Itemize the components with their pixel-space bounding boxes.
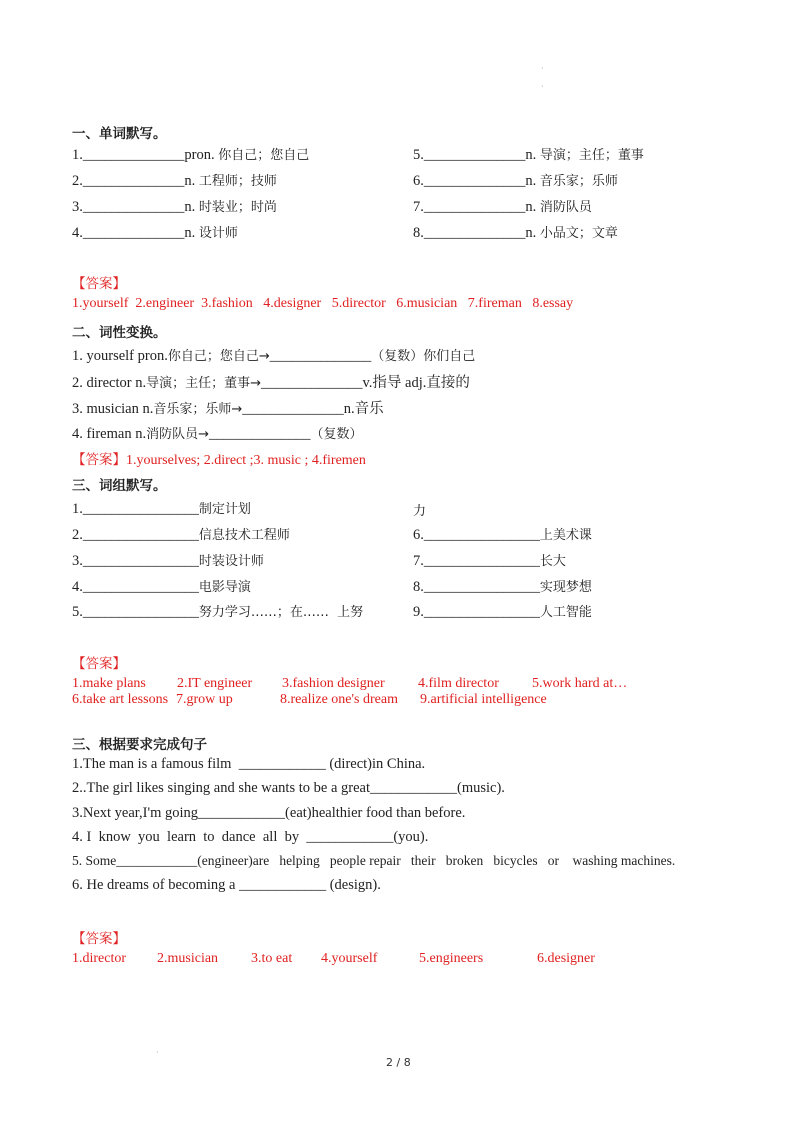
phrase-item: 4.________________电影导演 bbox=[72, 579, 251, 595]
answer-text: 8.realize one's dream bbox=[280, 692, 398, 707]
vocab-item: 7.______________n. 消防队员 bbox=[413, 199, 592, 215]
answer-text: 5.engineers bbox=[419, 951, 484, 966]
vocab-item: 8.______________n. 小品文；文章 bbox=[413, 225, 618, 241]
answer-label: 【答案】 bbox=[72, 931, 126, 947]
vocab-item: 2.______________n. 工程师；技师 bbox=[72, 173, 277, 189]
section-title-phrases: 三、词组默写。 bbox=[72, 478, 167, 494]
answer-text: 1.make plans bbox=[72, 676, 146, 691]
answer-text: 4.yourself bbox=[321, 951, 378, 966]
vocab-item: 1.______________pron. 你自己；您自己 bbox=[72, 147, 310, 163]
scan-dot: · bbox=[156, 1048, 159, 1057]
phrase-item: 6.________________上美术课 bbox=[413, 527, 592, 543]
sentence-item: 6. He dreams of becoming a ____________ (design). bbox=[72, 877, 381, 893]
answer-text: 9.artificial intelligence bbox=[420, 692, 547, 707]
vocab-item: 6.______________n. 音乐家；乐师 bbox=[413, 173, 618, 189]
word-form-item: 2. director n.导演；主任；董事→______________v.指导 adj.直接的 bbox=[72, 375, 470, 391]
phrase-continuation: 力 bbox=[413, 504, 427, 519]
sentence-item: 5. Some____________(engineer)are helping people repair their broken bicycles or washing machines. bbox=[72, 853, 676, 868]
scan-dot: · bbox=[541, 64, 544, 73]
phrase-item: 5.________________努力学习……；在…… 上努 bbox=[72, 604, 364, 620]
scan-dot: · bbox=[541, 82, 544, 91]
phrase-item: 7.________________长大 bbox=[413, 553, 566, 569]
sentence-item: 4. I know you learn to dance all by ____________(you). bbox=[72, 829, 429, 845]
word-form-item: 3. musician n.音乐家；乐师→______________n.音乐 bbox=[72, 401, 384, 417]
answer-text: 2.IT engineer bbox=[177, 676, 253, 691]
section-title-sentences: 三、根据要求完成句子 bbox=[72, 737, 207, 753]
answer-text: 3.fashion designer bbox=[282, 676, 385, 691]
phrase-item: 1.________________制定计划 bbox=[72, 501, 251, 517]
answer-line: 【答案】1.yourselves; 2.direct ;3. music ; 4.firemen bbox=[72, 452, 366, 468]
answer-text: 6.take art lessons bbox=[72, 692, 169, 707]
section-title-vocab: 一、单词默写。 bbox=[72, 126, 167, 142]
phrase-item: 3.________________时装设计师 bbox=[72, 553, 264, 569]
answer-text: 1.director bbox=[72, 951, 127, 966]
answer-label: 【答案】 bbox=[72, 656, 126, 672]
answer-text: 5.work hard at… bbox=[532, 676, 628, 691]
sentence-item: 2..The girl likes singing and she wants to be a great____________(music). bbox=[72, 780, 505, 796]
phrase-item: 8.________________实现梦想 bbox=[413, 579, 592, 595]
answer-label: 【答案】 bbox=[72, 276, 126, 292]
answer-text: 1.yourself 2.engineer 3.fashion 4.designer 5.director 6.musician 7.fireman 8.essay bbox=[72, 296, 574, 311]
phrase-item: 2.________________信息技术工程师 bbox=[72, 527, 290, 543]
section-title-word-forms: 二、词性变换。 bbox=[72, 325, 167, 341]
answer-text: 4.film director bbox=[418, 676, 499, 691]
phrase-item: 9.________________人工智能 bbox=[413, 604, 592, 620]
sentence-item: 3.Next year,I'm going____________(eat)healthier food than before. bbox=[72, 805, 466, 821]
vocab-item: 3.______________n. 时装业；时尚 bbox=[72, 199, 277, 215]
vocab-item: 5.______________n. 导演；主任；董事 bbox=[413, 147, 644, 163]
answer-text: 2.musician bbox=[157, 951, 219, 966]
answer-text: 7.grow up bbox=[176, 692, 233, 707]
vocab-item: 4.______________n. 设计师 bbox=[72, 225, 238, 241]
sentence-item: 1.The man is a famous film ____________ (direct)in China. bbox=[72, 756, 426, 772]
answer-text: 3.to eat bbox=[251, 951, 293, 966]
page-number: 2 / 8 bbox=[386, 1056, 411, 1069]
word-form-item: 4. fireman n.消防队员→______________（复数） bbox=[72, 426, 363, 442]
answer-text: 6.designer bbox=[537, 951, 595, 966]
word-form-item: 1. yourself pron.你自己；您自己→______________（复数）你们自己 bbox=[72, 348, 476, 364]
